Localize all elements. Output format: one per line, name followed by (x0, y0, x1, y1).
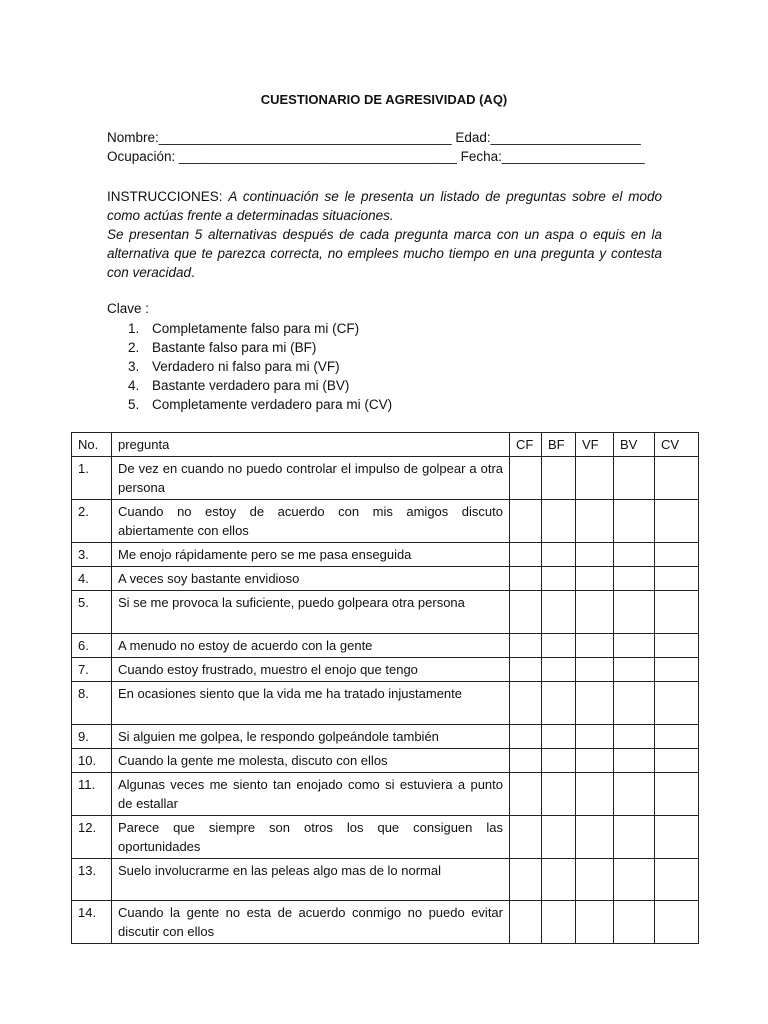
row-number: 14. (72, 901, 112, 944)
answer-bv-cell[interactable] (614, 773, 655, 816)
header-cv: CV (655, 433, 699, 457)
answer-bf-cell[interactable] (542, 725, 576, 749)
answer-cf-cell[interactable] (510, 682, 542, 725)
answer-cf-cell[interactable] (510, 658, 542, 682)
clave-list (128, 319, 392, 414)
row-number: 2. (72, 500, 112, 543)
answer-bv-cell[interactable] (614, 682, 655, 725)
nombre-edad-line[interactable]: Nombre:_______________________________________ Edad:____________________ (107, 130, 641, 145)
ocupacion-fecha-line[interactable]: Ocupación: _____________________________________ Fecha:___________________ (107, 149, 645, 164)
answer-bf-cell[interactable] (542, 500, 576, 543)
answer-cf-cell[interactable] (510, 773, 542, 816)
table-header-row (72, 433, 699, 457)
table-row (72, 816, 699, 859)
answer-vf-cell[interactable] (576, 682, 614, 725)
row-question: Suelo involucrarme en las peleas algo mas de lo normal (112, 859, 510, 901)
instructions-label: INSTRUCCIONES: (107, 189, 223, 204)
clave-item (128, 357, 392, 376)
answer-bv-cell[interactable] (614, 500, 655, 543)
row-question: Cuando no estoy de acuerdo con mis amigos discuto abiertamente con ellos (112, 500, 510, 543)
row-question: Si alguien me golpea, le respondo golpeándole también (112, 725, 510, 749)
answer-bf-cell[interactable] (542, 543, 576, 567)
row-number: 4. (72, 567, 112, 591)
table-row (72, 567, 699, 591)
row-number: 11. (72, 773, 112, 816)
answer-vf-cell[interactable] (576, 457, 614, 500)
answer-vf-cell[interactable] (576, 567, 614, 591)
questions-table (71, 432, 699, 944)
answer-bv-cell[interactable] (614, 457, 655, 500)
table-row (72, 457, 699, 500)
table-row (72, 725, 699, 749)
answer-vf-cell[interactable] (576, 816, 614, 859)
row-question: Parece que siempre son otros los que consiguen las oportunidades (112, 816, 510, 859)
answer-vf-cell[interactable] (576, 859, 614, 901)
row-number: 6. (72, 634, 112, 658)
row-question: De vez en cuando no puedo controlar el impulso de golpear a otra persona (112, 457, 510, 500)
answer-cv-cell[interactable] (655, 682, 699, 725)
answer-vf-cell[interactable] (576, 543, 614, 567)
answer-cv-cell[interactable] (655, 634, 699, 658)
answer-bv-cell[interactable] (614, 725, 655, 749)
answer-cf-cell[interactable] (510, 859, 542, 901)
table-row (72, 682, 699, 725)
answer-bf-cell[interactable] (542, 859, 576, 901)
table-row (72, 658, 699, 682)
answer-bf-cell[interactable] (542, 749, 576, 773)
answer-cf-cell[interactable] (510, 634, 542, 658)
answer-cf-cell[interactable] (510, 816, 542, 859)
answer-bf-cell[interactable] (542, 816, 576, 859)
table-row (72, 543, 699, 567)
row-number: 10. (72, 749, 112, 773)
header-cf: CF (510, 433, 542, 457)
clave-item-text: Verdadero ni falso para mi (VF) (152, 359, 340, 374)
answer-bf-cell[interactable] (542, 901, 576, 944)
answer-cv-cell[interactable] (655, 749, 699, 773)
row-question: Me enojo rápidamente pero se me pasa enseguida (112, 543, 510, 567)
answer-cv-cell[interactable] (655, 816, 699, 859)
row-number: 1. (72, 457, 112, 500)
table-row (72, 500, 699, 543)
instructions (107, 187, 662, 282)
table-row (72, 773, 699, 816)
clave-item-text: Bastante falso para mi (BF) (152, 340, 317, 355)
header-bv: BV (614, 433, 655, 457)
row-question: Cuando la gente me molesta, discuto con ellos (112, 749, 510, 773)
answer-cf-cell[interactable] (510, 543, 542, 567)
answer-bv-cell[interactable] (614, 634, 655, 658)
table-row (72, 859, 699, 901)
row-question: Cuando estoy frustrado, muestro el enojo que tengo (112, 658, 510, 682)
answer-bv-cell[interactable] (614, 859, 655, 901)
answer-vf-cell[interactable] (576, 901, 614, 944)
answer-vf-cell[interactable] (576, 500, 614, 543)
answer-cv-cell[interactable] (655, 457, 699, 500)
answer-cf-cell[interactable] (510, 725, 542, 749)
clave-item (128, 319, 392, 338)
instructions-period: . (191, 265, 195, 280)
answer-bv-cell[interactable] (614, 901, 655, 944)
header-no: No. (72, 433, 112, 457)
answer-vf-cell[interactable] (576, 591, 614, 634)
answer-bf-cell[interactable] (542, 634, 576, 658)
answer-cf-cell[interactable] (510, 749, 542, 773)
clave-item-number: 2. (128, 340, 140, 355)
clave-item (128, 376, 392, 395)
answer-cf-cell[interactable] (510, 500, 542, 543)
clave-item-number: 3. (128, 359, 140, 374)
row-number: 12. (72, 816, 112, 859)
row-question: En ocasiones siento que la vida me ha tratado injustamente (112, 682, 510, 725)
row-question: A menudo no estoy de acuerdo con la gente (112, 634, 510, 658)
answer-bf-cell[interactable] (542, 682, 576, 725)
row-question: Cuando la gente no esta de acuerdo conmigo no puedo evitar discutir con ellos (112, 901, 510, 944)
clave-item-number: 5. (128, 397, 140, 412)
clave-label: Clave : (107, 301, 150, 316)
row-number: 8. (72, 682, 112, 725)
answer-bf-cell[interactable] (542, 658, 576, 682)
clave-item (128, 395, 392, 414)
answer-cv-cell[interactable] (655, 500, 699, 543)
answer-vf-cell[interactable] (576, 634, 614, 658)
answer-bv-cell[interactable] (614, 749, 655, 773)
row-question: A veces soy bastante envidioso (112, 567, 510, 591)
answer-vf-cell[interactable] (576, 725, 614, 749)
instructions-text-2: Se presentan 5 alternativas después de cada pregunta marca con un aspa o equis en la alternativa que te parezca correcta, no emplees mucho tiempo en una pregunta y contesta con veracidad (107, 227, 662, 280)
row-number: 13. (72, 859, 112, 901)
row-number: 7. (72, 658, 112, 682)
answer-cf-cell[interactable] (510, 591, 542, 634)
header-bf: BF (542, 433, 576, 457)
table-row (72, 591, 699, 634)
answer-bf-cell[interactable] (542, 567, 576, 591)
page-title: CUESTIONARIO DE AGRESIVIDAD (AQ) (260, 92, 508, 107)
answer-cv-cell[interactable] (655, 567, 699, 591)
answer-bv-cell[interactable] (614, 658, 655, 682)
clave-item-text: Completamente falso para mi (CF) (152, 321, 360, 336)
answer-cv-cell[interactable] (655, 543, 699, 567)
answer-cf-cell[interactable] (510, 457, 542, 500)
header-pregunta: pregunta (112, 433, 510, 457)
clave-item (128, 338, 392, 357)
answer-cf-cell[interactable] (510, 901, 542, 944)
answer-cv-cell[interactable] (655, 591, 699, 634)
answer-cv-cell[interactable] (655, 901, 699, 944)
answer-bv-cell[interactable] (614, 543, 655, 567)
table-row (72, 634, 699, 658)
table-row (72, 901, 699, 944)
answer-bv-cell[interactable] (614, 816, 655, 859)
answer-cv-cell[interactable] (655, 859, 699, 901)
answer-cf-cell[interactable] (510, 567, 542, 591)
answer-bf-cell[interactable] (542, 591, 576, 634)
answer-cv-cell[interactable] (655, 658, 699, 682)
clave-item-number: 1. (128, 321, 140, 336)
clave-item-text: Completamente verdadero para mi (CV) (152, 397, 393, 412)
answer-vf-cell[interactable] (576, 658, 614, 682)
answer-bf-cell[interactable] (542, 773, 576, 816)
clave-item-text: Bastante verdadero para mi (BV) (152, 378, 350, 393)
table-row (72, 749, 699, 773)
answer-cv-cell[interactable] (655, 725, 699, 749)
row-number: 9. (72, 725, 112, 749)
row-number: 5. (72, 591, 112, 634)
answer-bf-cell[interactable] (542, 457, 576, 500)
answer-bv-cell[interactable] (614, 567, 655, 591)
header-vf: VF (576, 433, 614, 457)
answer-bv-cell[interactable] (614, 591, 655, 634)
answer-vf-cell[interactable] (576, 749, 614, 773)
row-question: Algunas veces me siento tan enojado como si estuviera a punto de estallar (112, 773, 510, 816)
clave-item-number: 4. (128, 378, 140, 393)
instructions-text-1: A continuación se le presenta un listado de preguntas sobre el modo como actúas frente a determinadas situaciones. (107, 189, 662, 223)
row-number: 3. (72, 543, 112, 567)
answer-cv-cell[interactable] (655, 773, 699, 816)
row-question: Si se me provoca la suficiente, puedo golpeara otra persona (112, 591, 510, 634)
answer-vf-cell[interactable] (576, 773, 614, 816)
